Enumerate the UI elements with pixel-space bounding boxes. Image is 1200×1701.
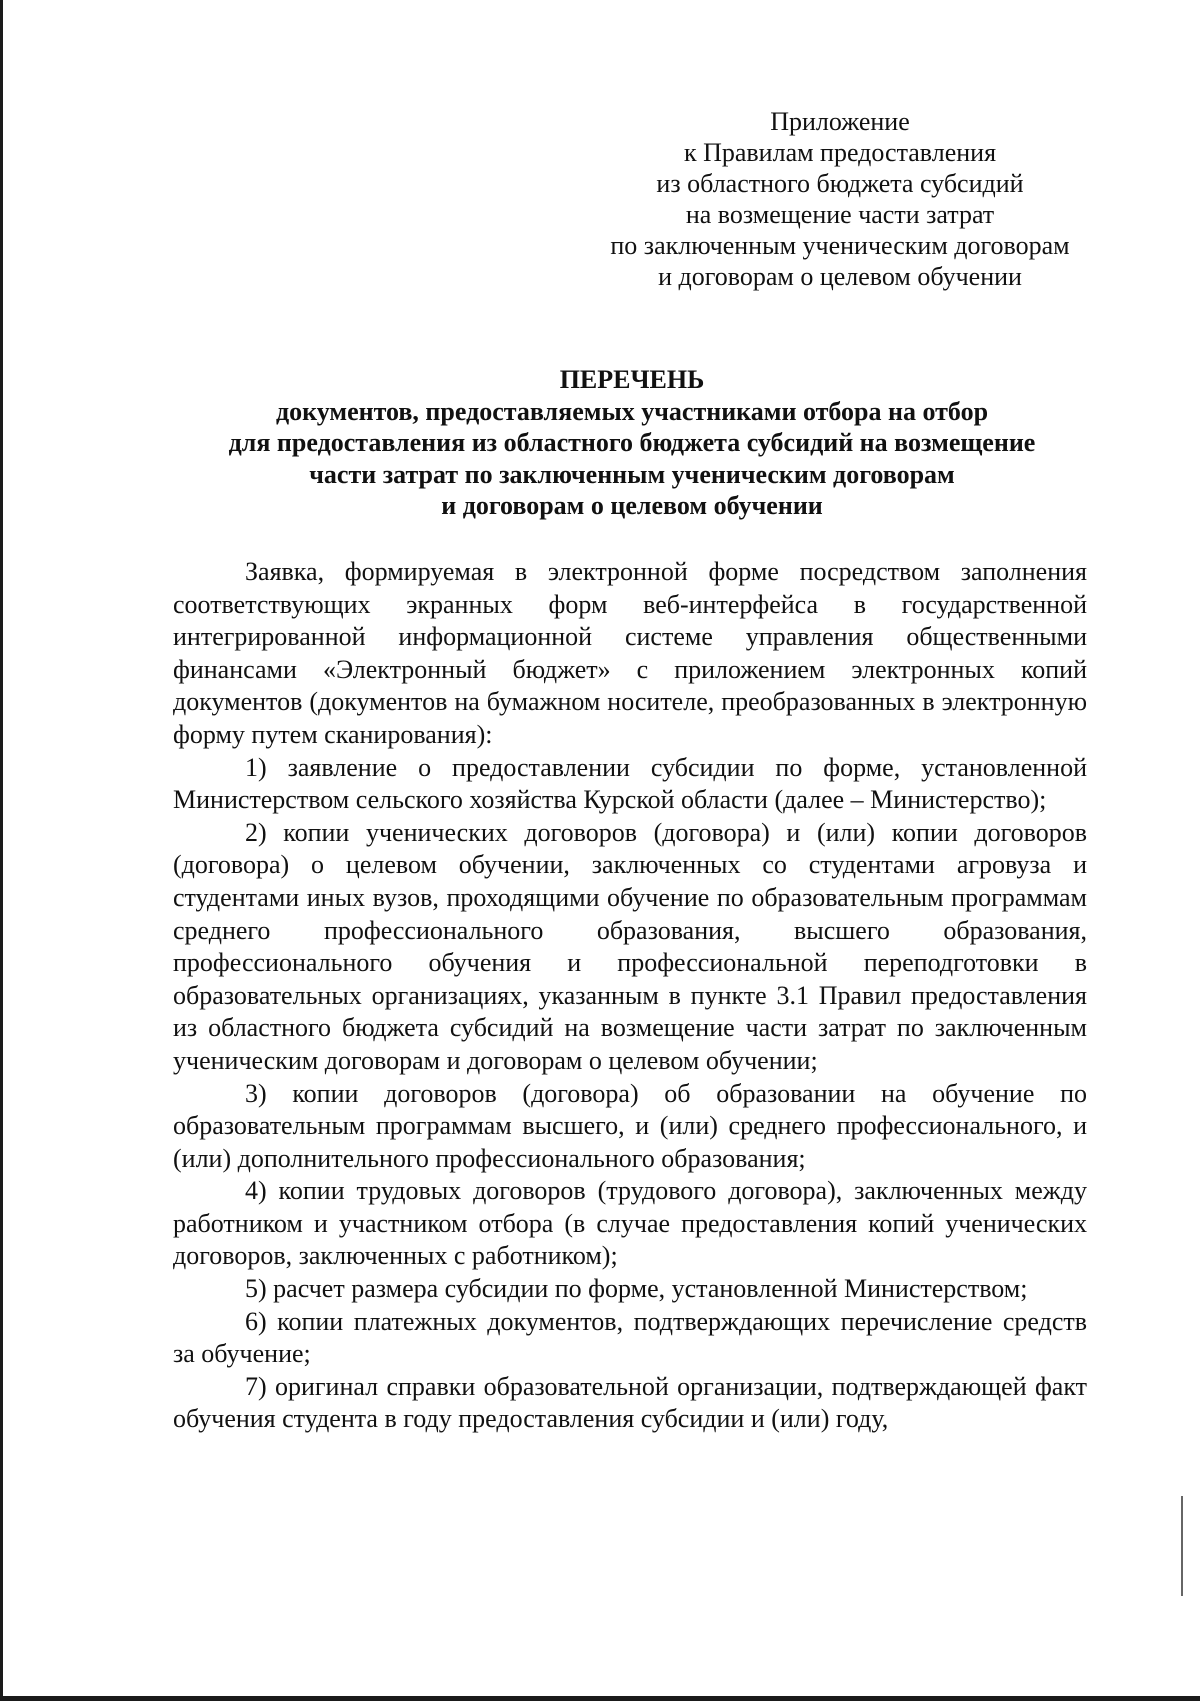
scan-edge-left xyxy=(0,0,3,1701)
scan-edge-bottom xyxy=(0,1696,1200,1701)
appendix-block xyxy=(575,106,1105,292)
scan-mark-right xyxy=(1181,1496,1183,1596)
list-item-6: 6) копии платежных документов, подтверждающих перечисление средств за обучение; xyxy=(173,1306,1087,1369)
list-item-4: 4) копии трудовых договоров (трудового договора), заключенных между работником и участником отбора (в случае предоставления копий ученических договоров, заключенных с работником); xyxy=(173,1176,1087,1271)
heading-subtitle-line: части затрат по заключенным ученическим договорам xyxy=(309,459,955,489)
list-item-5: 5) расчет размера субсидии по форме, установленной Министерством; xyxy=(245,1274,1028,1304)
document-heading xyxy=(150,364,1114,522)
heading-subtitle-line: документов, предоставляемых участниками отбора на отбор xyxy=(275,396,989,426)
heading-subtitle-line: и договорам о целевом обучении xyxy=(441,491,823,520)
heading-title: ПЕРЕЧЕНЬ xyxy=(559,365,705,394)
heading-subtitle-line: для предоставления из областного бюджета субсидий на возмещение xyxy=(228,428,1036,457)
list-item-2: 2) копии ученических договоров (договора) и (или) копии договоров (договора) о целевом обучении, заключенных со студентами агровуза и студентами иных вузов, проходящими обучение по образовательным программам среднего профессионального образования, высшего образования, профессионального обучения и профессиональной переподготовки в образовательных организациях, указанным в пункте 3.1 Правил предоставления из областного бюджета субсидий на возмещение части затрат по заключенным ученическим договорам и договорам о целевом обучении; xyxy=(173,817,1087,1075)
appendix-line: Приложение xyxy=(770,107,910,136)
document-body xyxy=(173,556,1087,1436)
intro-paragraph: Заявка, формируемая в электронной форме посредством заполнения соответствующих экранных форм веб-интерфейса в государственной интегрированной информационной системе управления общественными финансами «Электронный бюджет» с приложением электронных копий документов (документов на бумажном носителе, преобразованных в электронную форму путем сканирования): xyxy=(173,557,1087,749)
appendix-line: из областного бюджета субсидий xyxy=(656,169,1024,198)
appendix-line: к Правилам предоставления xyxy=(683,138,997,167)
list-item-3: 3) копии договоров (договора) об образовании на обучение по образовательным программам высшего, и (или) среднего профессионального, и (или) дополнительного профессионального образования; xyxy=(173,1078,1087,1173)
appendix-line: по заключенным ученическим договорам xyxy=(610,231,1070,260)
list-item-1: 1) заявление о предоставлении субсидии по форме, установленной Министерством сельского хозяйства Курской области (далее – Министерство); xyxy=(173,752,1087,815)
appendix-line: и договорам о целевом обучении xyxy=(658,262,1022,291)
list-item-7: 7) оригинал справки образовательной организации, подтверждающей факт обучения студента в году предоставления субсидии и (или) году, xyxy=(173,1371,1087,1434)
appendix-line: на возмещение части затрат xyxy=(685,200,995,229)
